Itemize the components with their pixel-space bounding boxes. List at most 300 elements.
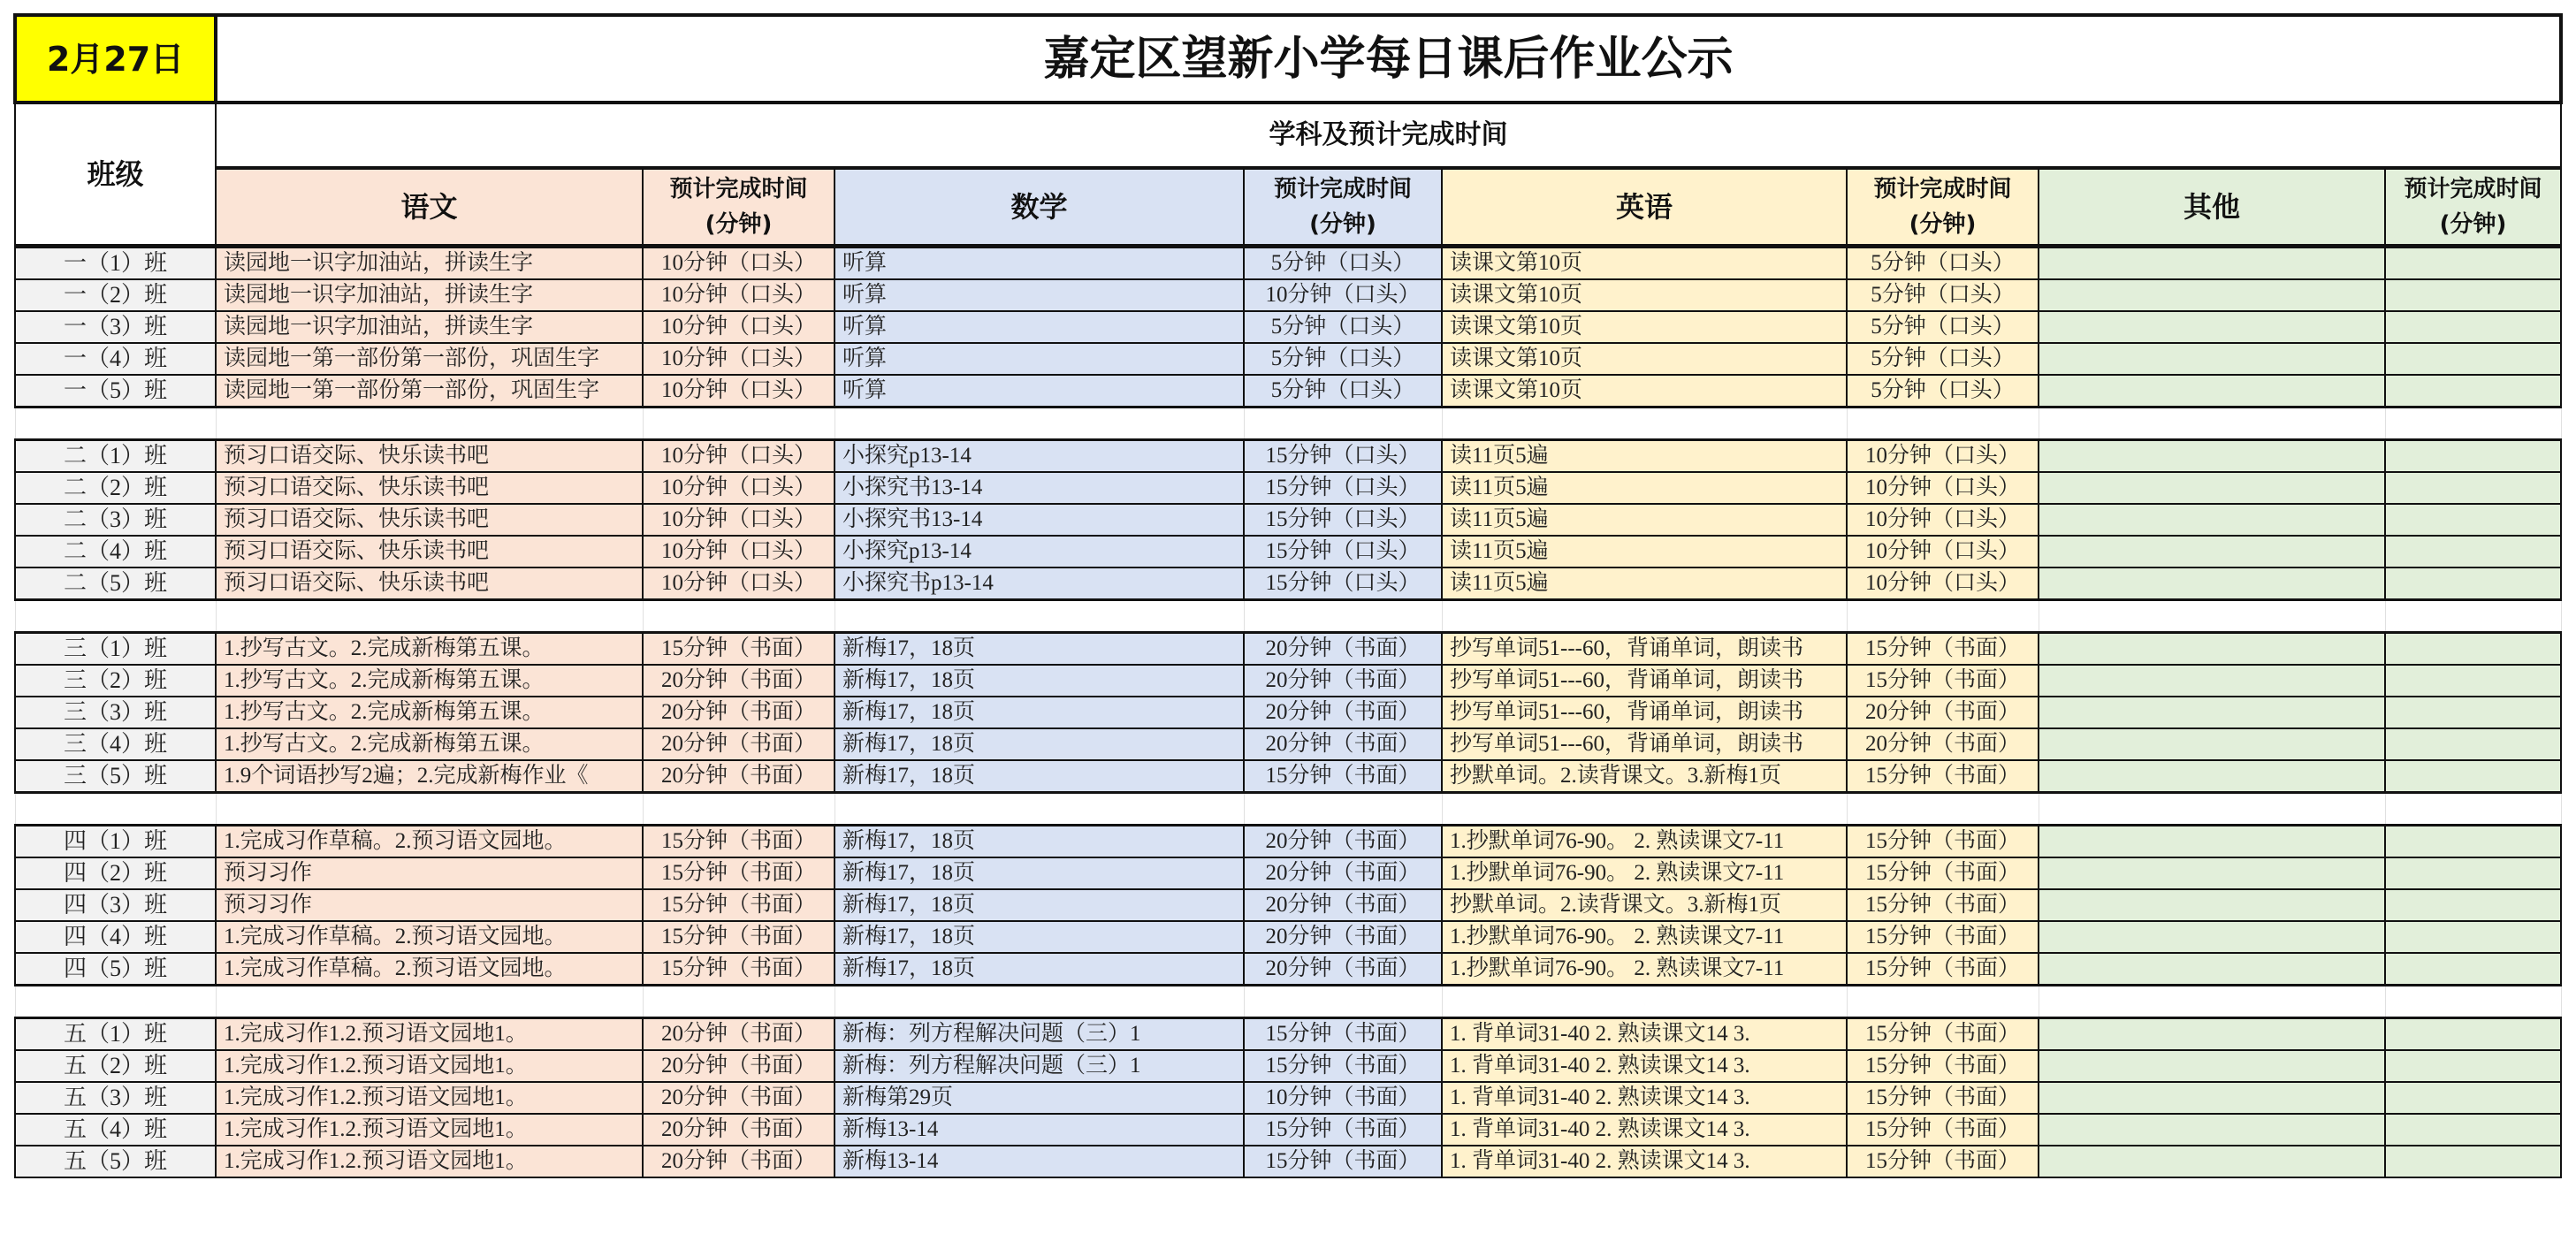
math-cell[interactable]: 新梅第29页 [835, 1082, 1244, 1114]
empty-cell [216, 408, 643, 440]
class-cell[interactable]: 一（4）班 [15, 343, 216, 375]
table-row [15, 247, 2561, 280]
chinese-time-cell[interactable]: 10分钟（口头） [643, 504, 835, 536]
chinese-cell[interactable]: 预习习作 [216, 857, 643, 889]
class-cell[interactable]: 三（2）班 [15, 665, 216, 697]
other-cell[interactable] [2039, 311, 2385, 343]
english-time-cell[interactable]: 15分钟（书面） [1847, 633, 2039, 666]
chinese-cell[interactable]: 读园地一第一部份第一部份，巩固生字 [216, 375, 643, 408]
chinese-cell[interactable]: 预习口语交际、快乐读书吧 [216, 472, 643, 504]
other-time-cell[interactable] [2385, 697, 2561, 728]
math-time-cell[interactable]: 15分钟（口头） [1244, 472, 1442, 504]
other-time-cell[interactable] [2385, 343, 2561, 375]
other-cell[interactable] [2039, 536, 2385, 567]
math-time-cell[interactable]: 20分钟（书面） [1244, 826, 1442, 858]
math-time-cell[interactable]: 20分钟（书面） [1244, 728, 1442, 760]
chinese-time-cell[interactable]: 20分钟（书面） [643, 697, 835, 728]
english-cell[interactable]: 1. 背单词31-40 2. 熟读课文14 3. [1442, 1082, 1847, 1114]
empty-cell [15, 793, 216, 826]
other-cell[interactable] [2039, 440, 2385, 473]
math-time-cell[interactable]: 5分钟（口头） [1244, 375, 1442, 408]
english-time-cell[interactable]: 15分钟（书面） [1847, 826, 2039, 858]
math-cell[interactable]: 新梅17，18页 [835, 826, 1244, 858]
homework-table [13, 13, 2563, 1178]
english-time-cell[interactable]: 5分钟（口头） [1847, 279, 2039, 311]
chinese-time-cell[interactable]: 10分钟（口头） [643, 536, 835, 567]
math-cell[interactable]: 小探究书13-14 [835, 472, 1244, 504]
english-time-cell[interactable]: 5分钟（口头） [1847, 375, 2039, 408]
chinese-cell[interactable]: 1.完成习作草稿。2.预习语文园地。 [216, 826, 643, 858]
empty-cell [835, 986, 1244, 1018]
empty-cell [1244, 986, 1442, 1018]
english-cell[interactable]: 抄写单词51---60，背诵单词，朗读书 [1442, 728, 1847, 760]
class-cell[interactable]: 四（1）班 [15, 826, 216, 858]
english-time-cell[interactable]: 10分钟（口头） [1847, 504, 2039, 536]
other-cell[interactable] [2039, 633, 2385, 666]
other-time-cell[interactable] [2385, 889, 2561, 921]
english-time-cell[interactable]: 15分钟（书面） [1847, 1114, 2039, 1146]
chinese-time-cell[interactable]: 20分钟（书面） [643, 1114, 835, 1146]
other-time-cell[interactable] [2385, 472, 2561, 504]
math-cell[interactable]: 听算 [835, 375, 1244, 408]
table-row [15, 953, 2561, 986]
table-row [15, 1146, 2561, 1177]
chinese-cell[interactable]: 1.抄写古文。2.完成新梅第五课。 [216, 665, 643, 697]
math-cell[interactable]: 听算 [835, 247, 1244, 280]
other-time-cell[interactable] [2385, 633, 2561, 666]
other-cell[interactable] [2039, 728, 2385, 760]
chinese-time-cell[interactable]: 20分钟（书面） [643, 760, 835, 793]
empty-cell [1442, 986, 1847, 1018]
chinese-time-cell[interactable]: 20分钟（书面） [643, 1082, 835, 1114]
other-time-cell[interactable] [2385, 247, 2561, 280]
empty-cell [2385, 986, 2561, 1018]
math-time-header [1244, 168, 1442, 247]
empty-cell [2385, 793, 2561, 826]
other-time-cell[interactable] [2385, 1018, 2561, 1051]
other-cell[interactable] [2039, 826, 2385, 858]
chinese-time-cell[interactable]: 15分钟（书面） [643, 921, 835, 953]
other-cell[interactable] [2039, 472, 2385, 504]
chinese-cell[interactable]: 预习口语交际、快乐读书吧 [216, 536, 643, 567]
english-time-cell[interactable]: 10分钟（口头） [1847, 567, 2039, 600]
english-time-cell[interactable]: 10分钟（口头） [1847, 536, 2039, 567]
english-cell[interactable]: 读课文第10页 [1442, 247, 1847, 280]
math-cell[interactable]: 新梅17，18页 [835, 728, 1244, 760]
math-cell[interactable]: 新梅17，18页 [835, 697, 1244, 728]
other-cell[interactable] [2039, 1082, 2385, 1114]
english-cell[interactable]: 1. 背单词31-40 2. 熟读课文14 3. [1442, 1050, 1847, 1082]
time-header-line2: (分钟) [1909, 211, 1977, 238]
math-time-cell[interactable]: 20分钟（书面） [1244, 953, 1442, 986]
other-cell[interactable] [2039, 1146, 2385, 1177]
english-cell[interactable]: 读11页5遍 [1442, 567, 1847, 600]
english-cell[interactable]: 1.抄默单词76-90。 2. 熟读课文7-11 [1442, 857, 1847, 889]
english-time-cell[interactable]: 10分钟（口头） [1847, 440, 2039, 473]
math-time-cell[interactable]: 15分钟（口头） [1244, 567, 1442, 600]
grade-separator-row [15, 986, 2561, 1018]
chinese-cell[interactable]: 读园地一第一部份第一部份，巩固生字 [216, 343, 643, 375]
chinese-cell[interactable]: 1.抄写古文。2.完成新梅第五课。 [216, 633, 643, 666]
empty-cell [1847, 793, 2039, 826]
math-cell[interactable]: 新梅17，18页 [835, 633, 1244, 666]
empty-cell [2039, 408, 2385, 440]
class-cell[interactable]: 四（5）班 [15, 953, 216, 986]
english-time-cell[interactable]: 15分钟（书面） [1847, 1082, 2039, 1114]
chinese-time-cell[interactable]: 10分钟（口头） [643, 472, 835, 504]
table-row [15, 857, 2561, 889]
chinese-cell[interactable]: 预习口语交际、快乐读书吧 [216, 567, 643, 600]
other-time-cell[interactable] [2385, 665, 2561, 697]
chinese-cell[interactable]: 读园地一识字加油站，拼读生字 [216, 279, 643, 311]
math-cell[interactable]: 新梅13-14 [835, 1146, 1244, 1177]
chinese-cell[interactable]: 读园地一识字加油站，拼读生字 [216, 247, 643, 280]
other-cell[interactable] [2039, 1018, 2385, 1051]
english-cell[interactable]: 1. 背单词31-40 2. 熟读课文14 3. [1442, 1114, 1847, 1146]
table-row [15, 440, 2561, 473]
table-row [15, 1082, 2561, 1114]
time-header-line1: 预计完成时间 [2404, 176, 2542, 202]
table-row [15, 375, 2561, 408]
math-time-cell[interactable]: 20分钟（书面） [1244, 889, 1442, 921]
math-cell[interactable]: 小探究书p13-14 [835, 567, 1244, 600]
english-cell[interactable]: 读课文第10页 [1442, 279, 1847, 311]
empty-cell [216, 793, 643, 826]
other-time-cell[interactable] [2385, 536, 2561, 567]
other-cell[interactable] [2039, 375, 2385, 408]
math-time-cell[interactable]: 15分钟（口头） [1244, 440, 1442, 473]
empty-cell [643, 986, 835, 1018]
table-row [15, 921, 2561, 953]
chinese-time-cell[interactable]: 20分钟（书面） [643, 728, 835, 760]
chinese-time-cell[interactable]: 10分钟（口头） [643, 279, 835, 311]
other-time-header [2385, 168, 2561, 247]
math-time-cell[interactable]: 15分钟（书面） [1244, 760, 1442, 793]
other-cell[interactable] [2039, 953, 2385, 986]
empty-cell [1244, 793, 1442, 826]
math-cell[interactable]: 新梅17，18页 [835, 889, 1244, 921]
math-cell[interactable]: 新梅13-14 [835, 1114, 1244, 1146]
english-cell[interactable]: 抄写单词51---60，背诵单词，朗读书 [1442, 633, 1847, 666]
english-cell[interactable]: 1.抄默单词76-90。 2. 熟读课文7-11 [1442, 826, 1847, 858]
other-time-cell[interactable] [2385, 375, 2561, 408]
class-header: 班级 [15, 103, 216, 247]
class-cell[interactable]: 五（4）班 [15, 1114, 216, 1146]
other-cell[interactable] [2039, 697, 2385, 728]
chinese-time-cell[interactable]: 20分钟（书面） [643, 1050, 835, 1082]
other-cell[interactable] [2039, 504, 2385, 536]
english-time-cell[interactable]: 20分钟（书面） [1847, 728, 2039, 760]
class-cell[interactable]: 二（3）班 [15, 504, 216, 536]
table-row [15, 760, 2561, 793]
table-row [15, 889, 2561, 921]
time-header-line2: (分钟) [1309, 211, 1376, 238]
other-cell[interactable] [2039, 921, 2385, 953]
other-time-cell[interactable] [2385, 279, 2561, 311]
table-row [15, 1018, 2561, 1051]
table-body [15, 247, 2561, 1178]
empty-cell [2385, 600, 2561, 633]
english-time-cell[interactable]: 15分钟（书面） [1847, 1018, 2039, 1051]
other-cell[interactable] [2039, 857, 2385, 889]
chinese-time-cell[interactable]: 15分钟（书面） [643, 857, 835, 889]
math-time-cell[interactable]: 10分钟（口头） [1244, 279, 1442, 311]
chinese-cell[interactable]: 1.完成习作草稿。2.预习语文园地。 [216, 953, 643, 986]
english-cell[interactable]: 1. 背单词31-40 2. 熟读课文14 3. [1442, 1018, 1847, 1051]
other-cell[interactable] [2039, 1114, 2385, 1146]
other-cell[interactable] [2039, 665, 2385, 697]
math-cell[interactable]: 新梅：列方程解决问题（三）1 [835, 1018, 1244, 1051]
chinese-cell[interactable]: 读园地一识字加油站，拼读生字 [216, 311, 643, 343]
empty-cell [1442, 408, 1847, 440]
chinese-cell[interactable]: 1.完成习作1.2.预习语文园地1。 [216, 1018, 643, 1051]
english-cell[interactable]: 读11页5遍 [1442, 440, 1847, 473]
english-time-cell[interactable]: 5分钟（口头） [1847, 343, 2039, 375]
math-cell[interactable]: 听算 [835, 311, 1244, 343]
math-cell[interactable]: 听算 [835, 343, 1244, 375]
math-cell[interactable]: 听算 [835, 279, 1244, 311]
class-cell[interactable]: 三（3）班 [15, 697, 216, 728]
empty-cell [643, 600, 835, 633]
other-time-cell[interactable] [2385, 1146, 2561, 1177]
empty-cell [1442, 793, 1847, 826]
math-time-cell[interactable]: 10分钟（书面） [1244, 1082, 1442, 1114]
chinese-cell[interactable]: 1.完成习作1.2.预习语文园地1。 [216, 1146, 643, 1177]
class-cell[interactable]: 二（2）班 [15, 472, 216, 504]
empty-cell [15, 600, 216, 633]
class-cell[interactable]: 三（1）班 [15, 633, 216, 666]
chinese-cell[interactable]: 预习口语交际、快乐读书吧 [216, 504, 643, 536]
english-cell[interactable]: 读课文第10页 [1442, 375, 1847, 408]
other-time-cell[interactable] [2385, 311, 2561, 343]
class-cell[interactable]: 二（4）班 [15, 536, 216, 567]
math-time-cell[interactable]: 15分钟（书面） [1244, 1018, 1442, 1051]
class-cell[interactable]: 五（5）班 [15, 1146, 216, 1177]
time-header-line1: 预计完成时间 [1873, 176, 2012, 202]
other-time-cell[interactable] [2385, 921, 2561, 953]
class-cell[interactable]: 一（5）班 [15, 375, 216, 408]
math-cell[interactable]: 小探究书13-14 [835, 504, 1244, 536]
math-cell[interactable]: 新梅：列方程解决问题（三）1 [835, 1050, 1244, 1082]
chinese-cell[interactable]: 1.完成习作1.2.预习语文园地1。 [216, 1050, 643, 1082]
math-time-cell[interactable]: 15分钟（口头） [1244, 504, 1442, 536]
english-header: 英语 [1442, 168, 1847, 247]
class-cell[interactable]: 四（4）班 [15, 921, 216, 953]
other-time-cell[interactable] [2385, 1082, 2561, 1114]
english-time-cell[interactable]: 5分钟（口头） [1847, 247, 2039, 280]
math-cell[interactable]: 新梅17，18页 [835, 760, 1244, 793]
english-cell[interactable]: 读11页5遍 [1442, 472, 1847, 504]
math-time-cell[interactable]: 20分钟（书面） [1244, 921, 1442, 953]
chinese-cell[interactable]: 1.完成习作草稿。2.预习语文园地。 [216, 921, 643, 953]
other-time-cell[interactable] [2385, 857, 2561, 889]
class-cell[interactable]: 三（4）班 [15, 728, 216, 760]
table-row [15, 826, 2561, 858]
table-row [15, 567, 2561, 600]
english-time-cell[interactable]: 15分钟（书面） [1847, 1050, 2039, 1082]
class-cell[interactable]: 四（3）班 [15, 889, 216, 921]
table-row [15, 343, 2561, 375]
empty-cell [835, 793, 1244, 826]
class-cell[interactable]: 二（1）班 [15, 440, 216, 473]
english-cell[interactable]: 1.抄默单词76-90。 2. 熟读课文7-11 [1442, 921, 1847, 953]
english-cell[interactable]: 抄默单词。2.读背课文。3.新梅1页 [1442, 760, 1847, 793]
english-cell[interactable]: 读课文第10页 [1442, 311, 1847, 343]
english-time-cell[interactable]: 15分钟（书面） [1847, 857, 2039, 889]
other-time-cell[interactable] [2385, 728, 2561, 760]
class-cell[interactable]: 二（5）班 [15, 567, 216, 600]
class-cell[interactable]: 一（1）班 [15, 247, 216, 280]
english-time-cell[interactable]: 15分钟（书面） [1847, 889, 2039, 921]
time-header-line1: 预计完成时间 [1273, 176, 1412, 202]
english-time-cell[interactable]: 15分钟（书面） [1847, 1146, 2039, 1177]
other-time-cell[interactable] [2385, 440, 2561, 473]
table-row [15, 504, 2561, 536]
empty-cell [15, 986, 216, 1018]
page-title: 嘉定区望新小学每日课后作业公示 [216, 15, 2561, 103]
time-header-line2: (分钟) [2439, 211, 2507, 238]
chinese-time-cell[interactable]: 10分钟（口头） [643, 311, 835, 343]
english-cell[interactable]: 抄默单词。2.读背课文。3.新梅1页 [1442, 889, 1847, 921]
math-cell[interactable]: 新梅17，18页 [835, 953, 1244, 986]
english-cell[interactable]: 抄写单词51---60，背诵单词，朗读书 [1442, 697, 1847, 728]
table-row [15, 311, 2561, 343]
empty-cell [15, 408, 216, 440]
grade-separator-row [15, 600, 2561, 633]
empty-cell [2039, 986, 2385, 1018]
other-time-cell[interactable] [2385, 953, 2561, 986]
empty-cell [1442, 600, 1847, 633]
table-row [15, 665, 2561, 697]
chinese-time-cell[interactable]: 15分钟（书面） [643, 953, 835, 986]
other-cell[interactable] [2039, 889, 2385, 921]
math-cell[interactable]: 新梅17，18页 [835, 665, 1244, 697]
chinese-cell[interactable]: 1.完成习作1.2.预习语文园地1。 [216, 1114, 643, 1146]
class-cell[interactable]: 一（3）班 [15, 311, 216, 343]
chinese-cell[interactable]: 1.抄写古文。2.完成新梅第五课。 [216, 728, 643, 760]
class-cell[interactable]: 四（2）班 [15, 857, 216, 889]
chinese-time-cell[interactable]: 10分钟（口头） [643, 343, 835, 375]
math-cell[interactable]: 小探究p13-14 [835, 440, 1244, 473]
english-cell[interactable]: 1.抄默单词76-90。 2. 熟读课文7-11 [1442, 953, 1847, 986]
empty-cell [2039, 793, 2385, 826]
empty-cell [2385, 408, 2561, 440]
chinese-time-cell[interactable]: 20分钟（书面） [643, 1018, 835, 1051]
table-row [15, 279, 2561, 311]
chinese-time-cell[interactable]: 15分钟（书面） [643, 633, 835, 666]
time-header-line1: 预计完成时间 [669, 176, 808, 202]
math-time-cell[interactable]: 20分钟（书面） [1244, 665, 1442, 697]
english-time-cell[interactable]: 15分钟（书面） [1847, 953, 2039, 986]
other-time-cell[interactable] [2385, 1114, 2561, 1146]
other-cell[interactable] [2039, 1050, 2385, 1082]
empty-cell [1244, 600, 1442, 633]
empty-cell [216, 986, 643, 1018]
chinese-time-header [643, 168, 835, 247]
math-cell[interactable]: 新梅17，18页 [835, 857, 1244, 889]
english-cell[interactable]: 读11页5遍 [1442, 504, 1847, 536]
other-cell[interactable] [2039, 247, 2385, 280]
other-cell[interactable] [2039, 343, 2385, 375]
math-time-cell[interactable]: 5分钟（口头） [1244, 311, 1442, 343]
grade-separator-row [15, 793, 2561, 826]
math-time-cell[interactable]: 15分钟（书面） [1244, 1146, 1442, 1177]
math-time-cell[interactable]: 5分钟（口头） [1244, 343, 1442, 375]
class-cell[interactable]: 五（3）班 [15, 1082, 216, 1114]
english-time-cell[interactable]: 15分钟（书面） [1847, 760, 2039, 793]
class-cell[interactable]: 一（2）班 [15, 279, 216, 311]
chinese-time-cell[interactable]: 10分钟（口头） [643, 375, 835, 408]
grade-separator-row [15, 408, 2561, 440]
chinese-time-cell[interactable]: 10分钟（口头） [643, 247, 835, 280]
table-row [15, 472, 2561, 504]
math-time-cell[interactable]: 15分钟（书面） [1244, 1050, 1442, 1082]
math-time-cell[interactable]: 20分钟（书面） [1244, 633, 1442, 666]
chinese-time-cell[interactable]: 15分钟（书面） [643, 826, 835, 858]
chinese-cell[interactable]: 预习口语交际、快乐读书吧 [216, 440, 643, 473]
table-row [15, 1050, 2561, 1082]
math-cell[interactable]: 小探究p13-14 [835, 536, 1244, 567]
english-time-cell[interactable]: 20分钟（书面） [1847, 697, 2039, 728]
other-cell[interactable] [2039, 279, 2385, 311]
math-time-cell[interactable]: 15分钟（书面） [1244, 1114, 1442, 1146]
other-cell[interactable] [2039, 760, 2385, 793]
empty-cell [1847, 600, 2039, 633]
subject-time-header: 学科及预计完成时间 [216, 103, 2561, 168]
english-cell[interactable]: 读课文第10页 [1442, 343, 1847, 375]
math-time-cell[interactable]: 15分钟（口头） [1244, 536, 1442, 567]
other-time-cell[interactable] [2385, 760, 2561, 793]
math-cell[interactable]: 新梅17，18页 [835, 921, 1244, 953]
math-time-cell[interactable]: 5分钟（口头） [1244, 247, 1442, 280]
chinese-time-cell[interactable]: 15分钟（书面） [643, 889, 835, 921]
english-time-cell[interactable]: 5分钟（口头） [1847, 311, 2039, 343]
chinese-cell[interactable]: 1.抄写古文。2.完成新梅第五课。 [216, 697, 643, 728]
chinese-cell[interactable]: 预习习作 [216, 889, 643, 921]
chinese-cell[interactable]: 1.9个词语抄写2遍；2.完成新梅作业《 [216, 760, 643, 793]
english-cell[interactable]: 读11页5遍 [1442, 536, 1847, 567]
table-row [15, 1114, 2561, 1146]
chinese-time-cell[interactable]: 10分钟（口头） [643, 567, 835, 600]
empty-cell [216, 600, 643, 633]
english-cell[interactable]: 1. 背单词31-40 2. 熟读课文14 3. [1442, 1146, 1847, 1177]
other-time-cell[interactable] [2385, 504, 2561, 536]
class-cell[interactable]: 五（1）班 [15, 1018, 216, 1051]
math-header: 数学 [835, 168, 1244, 247]
math-time-cell[interactable]: 20分钟（书面） [1244, 697, 1442, 728]
class-cell[interactable]: 三（5）班 [15, 760, 216, 793]
empty-cell [1847, 408, 2039, 440]
chinese-time-cell[interactable]: 20分钟（书面） [643, 665, 835, 697]
other-time-cell[interactable] [2385, 567, 2561, 600]
math-time-cell[interactable]: 20分钟（书面） [1244, 857, 1442, 889]
empty-cell [643, 408, 835, 440]
english-time-cell[interactable]: 15分钟（书面） [1847, 665, 2039, 697]
chinese-time-cell[interactable]: 20分钟（书面） [643, 1146, 835, 1177]
other-time-cell[interactable] [2385, 826, 2561, 858]
chinese-cell[interactable]: 1.完成习作1.2.预习语文园地1。 [216, 1082, 643, 1114]
other-cell[interactable] [2039, 567, 2385, 600]
empty-cell [835, 600, 1244, 633]
chinese-time-cell[interactable]: 10分钟（口头） [643, 440, 835, 473]
english-time-cell[interactable]: 10分钟（口头） [1847, 472, 2039, 504]
other-time-cell[interactable] [2385, 1050, 2561, 1082]
class-cell[interactable]: 五（2）班 [15, 1050, 216, 1082]
empty-cell [2039, 600, 2385, 633]
english-time-cell[interactable]: 15分钟（书面） [1847, 921, 2039, 953]
empty-cell [1244, 408, 1442, 440]
english-cell[interactable]: 抄写单词51---60，背诵单词，朗读书 [1442, 665, 1847, 697]
